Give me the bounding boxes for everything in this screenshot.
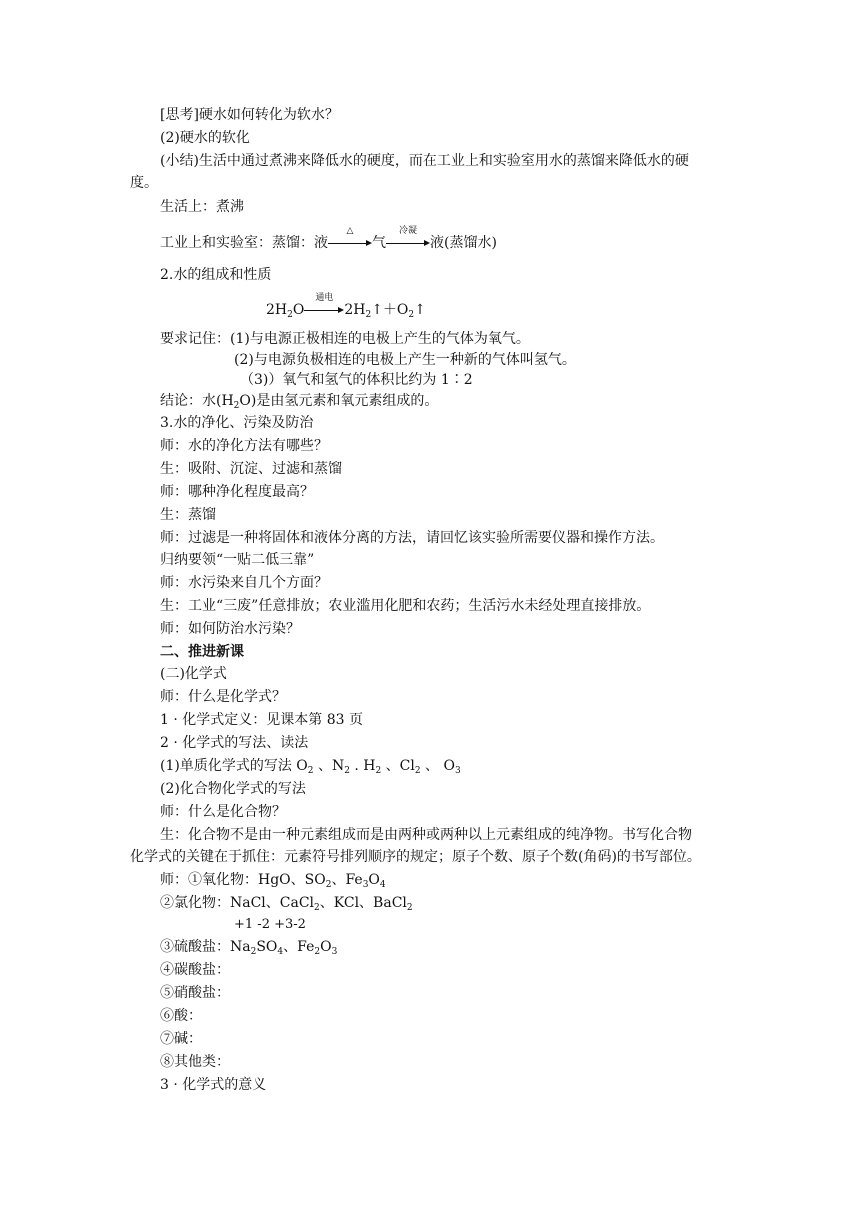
acids-line: ⑥酸： bbox=[160, 1008, 202, 1024]
dialogue-line: 生：蒸馏 bbox=[160, 507, 216, 523]
bases-line: ⑦碱： bbox=[160, 1031, 202, 1047]
daily-life-method: 生活上：煮沸 bbox=[160, 199, 244, 215]
dialogue-line: 师：什么是化合物？ bbox=[160, 804, 286, 820]
dialogue-line: 师：水的净化方法有哪些？ bbox=[160, 438, 328, 454]
formula-definition: 1 · 化学式定义：见课本第 83 页 bbox=[160, 712, 363, 728]
summary-line-cont: 度。 bbox=[130, 175, 158, 191]
sulfates-line: ③硫酸盐：$Na_2SO_4$、$Fe_2O_3$ bbox=[160, 939, 338, 957]
dialogue-line: 师：哪种净化程度最高？ bbox=[160, 484, 314, 500]
electrolysis-equation: $2H_2O$ 通电 $2H_2↑+O_2↑$ bbox=[266, 293, 426, 320]
heat-arrow bbox=[328, 226, 372, 252]
section-new-lesson: 二、推进新课 bbox=[160, 644, 244, 660]
oxides-line: 师：①氧化物：HgO、$SO_2$、$Fe_3O_4$ bbox=[160, 872, 386, 890]
dialogue-line: 师：如何防治水污染？ bbox=[160, 621, 300, 637]
compound-definition: 生：化合物不是由一种元素组成而是由两种或两种以上元素组成的纯净物。书写化合物 bbox=[160, 827, 692, 843]
others-line: ⑧其他类： bbox=[160, 1054, 230, 1070]
dialogue-line: 师：过滤是一种将固体和液体分离的方法，请回忆该实验所需要仪器和操作方法。 bbox=[160, 530, 664, 546]
section-water-purification: 3.水的净化、污染及防治 bbox=[160, 415, 314, 431]
requirement-1: 要求记住：(1)与电源正极相连的电极上产生的气体为氧气。 bbox=[160, 331, 530, 347]
formula-writing-heading: 2 · 化学式的写法、读法 bbox=[160, 735, 309, 751]
compound-formula-heading: (2)化合物化学式的写法 bbox=[160, 781, 306, 797]
distilled-water-label: 液(蒸馏水) bbox=[430, 235, 497, 251]
thinking-question: [思考]硬水如何转化为软水？ bbox=[160, 107, 339, 123]
chlorides-line: ②氯化物：NaCl、CaCl$_2$、KCl、BaCl$_2$ bbox=[160, 895, 413, 913]
requirement-2: (2)与电源负极相连的电极上产生一种新的气体叫氢气。 bbox=[234, 352, 576, 368]
electrolysis-arrow bbox=[304, 293, 344, 319]
section-chemical-formula: (二)化学式 bbox=[160, 666, 227, 682]
distillation-line bbox=[160, 226, 497, 252]
conclusion: 结论：水$(H_2O)$是由氢元素和氧元素组成的。 bbox=[160, 393, 439, 411]
heat-symbol: △ bbox=[346, 226, 354, 236]
dialogue-line: 师：水污染来自几个方面？ bbox=[160, 575, 328, 591]
section-water-composition: 2.水的组成和性质 bbox=[160, 267, 272, 283]
nitrates-line: ⑤硝酸盐： bbox=[160, 985, 230, 1001]
dialogue-line: 生：工业“三废”任意排放；农业滥用化肥和农药；生活污水未经处理直接排放。 bbox=[160, 598, 651, 614]
condense-arrow bbox=[386, 226, 430, 252]
requirement-3: （3)）氧气和氢气的体积比约为 1∶2 bbox=[240, 372, 473, 388]
formula-meaning-heading: 3 · 化学式的意义 bbox=[160, 1077, 267, 1093]
compound-definition-cont: 化学式的关键在于抓住：元素符号排列顺序的规定；原子个数、原子个数(角码)的书写部位。 bbox=[130, 849, 701, 865]
carbonates-line: ④碳酸盐： bbox=[160, 962, 230, 978]
dialogue-line: 师：什么是化学式？ bbox=[160, 689, 286, 705]
distillation-label: 工业上和实验室：蒸馏：液 bbox=[160, 235, 328, 251]
element-formulas: (1)单质化学式的写法 $O_2$ 、$N_2$ . $H_2$ 、$Cl_2$ 、 $O_3$ bbox=[160, 758, 461, 776]
section-hard-water-softening: (2)硬水的软化 bbox=[160, 130, 250, 146]
summary-key-points: 归纳要领“一贴二低三靠” bbox=[160, 552, 315, 568]
gas-label: 气 bbox=[372, 235, 386, 251]
condense-label: 冷凝 bbox=[398, 226, 417, 236]
electrolysis-condition: 通电 bbox=[315, 293, 334, 303]
summary-line: (小结)生活中通过煮沸来降低水的硬度，而在工业上和实验室用水的蒸馏来降低水的硬 bbox=[160, 153, 689, 169]
dialogue-line: 生：吸附、沉淀、过滤和蒸馏 bbox=[160, 461, 342, 477]
valence-numbers: +1 -2 +3-2 bbox=[234, 917, 306, 932]
